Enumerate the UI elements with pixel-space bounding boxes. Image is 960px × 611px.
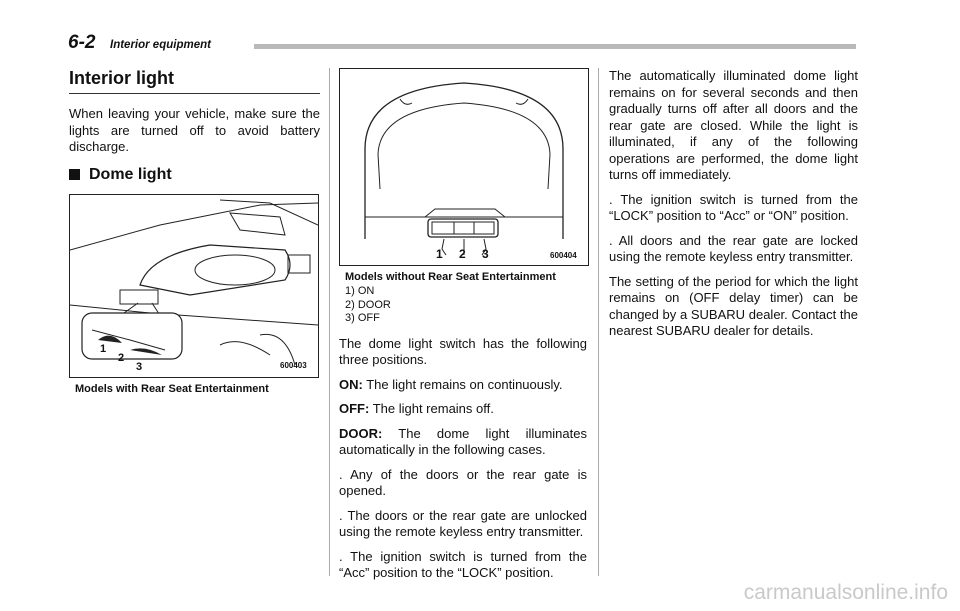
watermark: carmanualsonline.info <box>743 581 948 604</box>
figure2-caption: Models without Rear Seat Entertainment <box>345 271 556 283</box>
figure-code: 600403 <box>280 360 307 370</box>
figure1-caption: Models with Rear Seat Entertainment <box>75 382 269 395</box>
door-text: The dome light illuminates automatically in the following cases. <box>339 425 587 457</box>
on-description <box>339 377 587 394</box>
figure2-legend <box>345 285 587 326</box>
header-rule <box>254 44 856 49</box>
page-number: 6-2 <box>68 32 96 53</box>
dome-light-illustration <box>340 69 588 265</box>
dome-light-heading-text: Dome light <box>89 165 172 183</box>
legend-item: 1) ON <box>345 285 375 297</box>
interior-light-heading: Interior light <box>69 68 320 94</box>
section-title: Interior equipment <box>110 39 211 51</box>
on-text: The light remains on continuously. <box>362 376 563 392</box>
callout-2: 2 <box>459 247 466 261</box>
legend-item: 2) DOOR <box>345 298 391 311</box>
callout-2: 2 <box>118 351 125 364</box>
bullet-item: . The doors or the rear gate are unlocked using the remote keyless entry transmitter. <box>339 507 587 539</box>
callout-3: 3 <box>482 247 489 261</box>
dome-light-rse-illustration <box>70 195 318 377</box>
bullet-item: . The ignition switch is turned from the “Acc” position to the “LOCK” position. <box>339 548 587 580</box>
intro-paragraph: When leaving your vehicle, make sure the lights are turned off to avoid battery discharge. <box>69 106 320 154</box>
door-term: DOOR: <box>339 425 383 441</box>
auto-off-paragraph: The automatically illuminated dome light remains on for several seconds and then gradually turns off after all doors and the rear gate are closed. While the light is illuminated, if any of the following operations are performed, the dome light turns off immediately. <box>609 68 858 182</box>
column-1 <box>69 68 320 397</box>
column-3 <box>609 68 858 348</box>
dome-light-heading <box>69 166 320 184</box>
callout-1: 1 <box>100 342 107 355</box>
page-header <box>68 30 858 60</box>
legend-item: 3) OFF <box>345 312 380 324</box>
off-text: The light remains off. <box>369 401 494 416</box>
callout-1: 1 <box>436 247 443 261</box>
callout-3: 3 <box>136 360 143 373</box>
column-divider <box>598 68 599 576</box>
figure-dome-light-no-rse <box>339 68 589 266</box>
column-divider <box>329 68 330 576</box>
column-2 <box>339 68 587 590</box>
figure-code: 600404 <box>550 251 577 260</box>
delay-timer-paragraph: The setting of the period for which the light remains on (OFF delay timer) can be changed by a SUBARU dealer. Contact the nearest SUBARU dealer for details. <box>609 273 858 338</box>
on-term: ON: <box>339 376 363 392</box>
positions-intro: The dome light switch has the following three positions. <box>339 335 587 367</box>
square-bullet-icon <box>69 169 80 180</box>
bullet-item: . Any of the doors or the rear gate is opened. <box>339 466 587 498</box>
off-description <box>339 401 587 418</box>
door-description <box>339 426 587 459</box>
figure-dome-light-rse <box>69 194 319 378</box>
bullet-item: . All doors and the rear gate are locked using the remote keyless entry transmitter. <box>609 232 858 264</box>
bullet-item: . The ignition switch is turned from the “LOCK” position to “Acc” or “ON” position. <box>609 191 858 223</box>
off-term: OFF: <box>339 401 370 416</box>
